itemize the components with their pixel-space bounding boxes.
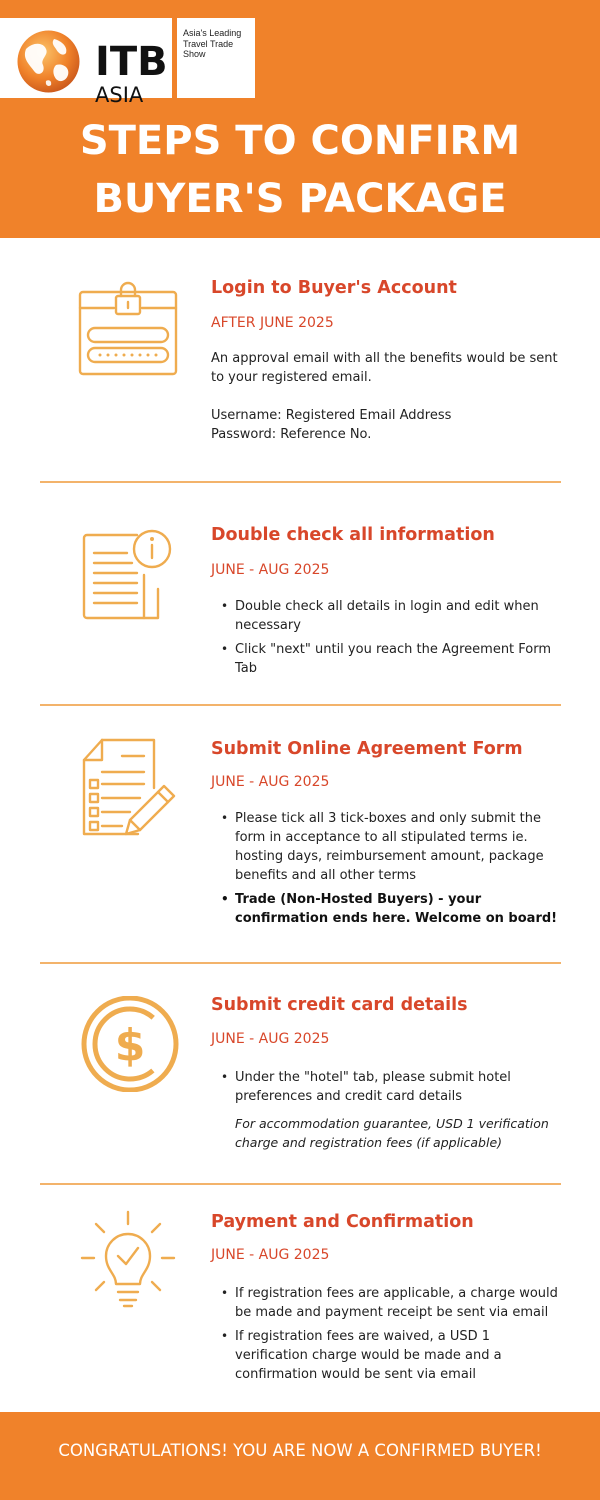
list-item: • Click "next" until you reach the Agreement Form Tab bbox=[218, 640, 563, 678]
agreement-form-icon bbox=[82, 738, 177, 836]
login-lock-icon bbox=[78, 280, 178, 376]
step5-date: JUNE - AUG 2025 bbox=[211, 1247, 330, 1263]
info-document-icon bbox=[82, 527, 172, 624]
list-item: • Trade (Non-Hosted Buyers) - your confirmation ends here. Welcome on board! bbox=[218, 890, 563, 928]
step1-description: An approval email with all the benefits would be sent to your registered email. bbox=[211, 351, 558, 385]
dollar-coin-icon bbox=[80, 996, 180, 1092]
step5-bullets bbox=[218, 1284, 563, 1389]
step2-title: Double check all information bbox=[211, 525, 495, 545]
svg-text:$: $ bbox=[114, 1020, 146, 1071]
lightbulb-check-icon bbox=[80, 1210, 176, 1308]
step4-bullets bbox=[218, 1068, 563, 1111]
list-item: • Under the "hotel" tab, please submit hotel preferences and credit card details bbox=[218, 1068, 563, 1106]
tagline: Asia's Leading Travel Trade Show bbox=[183, 28, 242, 59]
step3-title: Submit Online Agreement Form bbox=[211, 739, 523, 759]
itb-asia-logo bbox=[0, 18, 172, 107]
list-item: • Please tick all 3 tick-boxes and only submit the form in acceptance to all stipulated terms ie. hosting days, reimbursement amount, package benefits and all other terms bbox=[218, 809, 563, 885]
page-title-line2: BUYER'S PACKAGE bbox=[93, 176, 507, 222]
step4-title: Submit credit card details bbox=[211, 995, 468, 1015]
step4-date: JUNE - AUG 2025 bbox=[211, 1031, 330, 1047]
step3-date: JUNE - AUG 2025 bbox=[211, 774, 330, 790]
logo-itb-text: ITB bbox=[95, 39, 168, 85]
divider bbox=[40, 962, 561, 964]
list-item: • If registration fees are waived, a USD 1 verification charge would be made and a confirmation would be sent via email bbox=[218, 1327, 563, 1384]
step1-date: AFTER JUNE 2025 bbox=[211, 315, 334, 331]
step1-text bbox=[211, 349, 571, 444]
header-banner bbox=[0, 0, 600, 238]
page-title-line1: STEPS TO CONFIRM bbox=[79, 118, 521, 164]
step1-title: Login to Buyer's Account bbox=[211, 278, 457, 298]
tagline-box bbox=[177, 18, 255, 98]
list-item: • If registration fees are applicable, a charge would be made and payment receipt be sent via email bbox=[218, 1284, 563, 1322]
logo-asia-text: ASIA bbox=[95, 83, 144, 107]
footer-text: CONGRATULATIONS! YOU ARE NOW A CONFIRMED BUYER! bbox=[58, 1441, 542, 1460]
divider bbox=[40, 1183, 561, 1185]
step4-note: For accommodation guarantee, USD 1 verification charge and registration fees (if applicable) bbox=[235, 1116, 549, 1150]
step3-bullets bbox=[218, 809, 563, 933]
step2-date: JUNE - AUG 2025 bbox=[211, 562, 330, 578]
divider bbox=[40, 481, 561, 483]
list-item: • Double check all details in login and edit when necessary bbox=[218, 597, 563, 635]
divider bbox=[40, 704, 561, 706]
globe-icon bbox=[16, 29, 81, 94]
step2-bullets bbox=[218, 597, 563, 683]
page-title bbox=[0, 112, 600, 228]
step1-password: Password: Reference No. bbox=[211, 427, 372, 442]
step5-title: Payment and Confirmation bbox=[211, 1212, 474, 1232]
footer-banner bbox=[0, 1412, 600, 1500]
step1-username: Username: Registered Email Address bbox=[211, 408, 452, 423]
